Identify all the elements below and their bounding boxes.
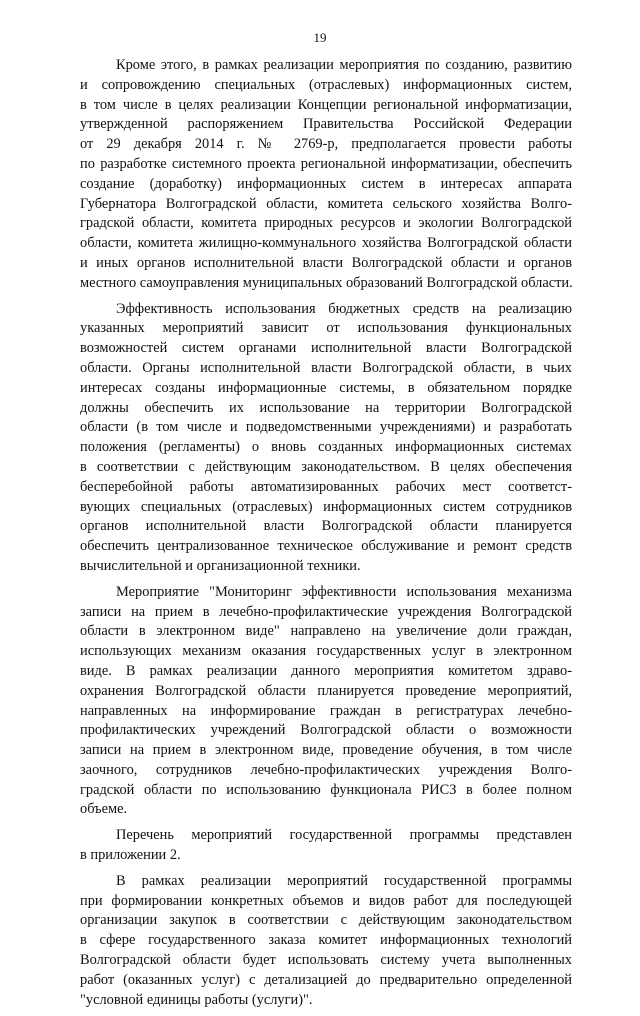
text-line: должны обеспечить их использование на территории Волгоградской	[80, 399, 572, 416]
text-line: охранения Волгоградской области планируется проведение мероприятий,	[80, 682, 572, 699]
text-line: области. Органы исполнительной власти Волгоградской области, в чьих	[80, 359, 572, 376]
page-number: 19	[313, 30, 327, 45]
text-line: области (в том числе и подведомственными учреждениями) и разработать	[80, 419, 572, 436]
text-line: заочного, сотрудников лечебно-профилактических учреждения Волго-	[80, 761, 572, 778]
text-line: местного самоуправления муниципальных образований Волгоградской области.	[80, 274, 573, 291]
text-line: Эффективность использования бюджетных средств на реализацию	[116, 300, 572, 317]
text-line: в том числе в целях реализации Концепции региональной информатизации,	[80, 96, 572, 113]
text-line: области, комитета жилищно-коммунального хозяйства Волгоградской области	[80, 235, 572, 252]
text-line: и сопровождению специальных (отраслевых) информационных систем,	[80, 76, 572, 93]
text-line: профилактических учреждений Волгоградской области о возможности	[80, 722, 572, 739]
text-line: в сфере государственного заказа комитет информационных технологий	[80, 932, 572, 949]
text-line: обеспечить централизованное техническое обслуживание и ремонт средств	[80, 538, 572, 555]
text-line: Перечень мероприятий государственной программы представлен	[116, 827, 572, 844]
paragraph	[80, 300, 572, 577]
text-line: интересах созданы информационные системы, в обязательном порядке	[80, 379, 572, 396]
paragraph	[80, 826, 572, 866]
paragraph	[80, 872, 572, 1011]
text-line: Мероприятие "Мониторинг эффективности использования механизма	[116, 583, 572, 600]
text-line: и иных органов исполнительной власти Волгоградской области и органов	[80, 254, 572, 271]
text-line: при формировании конкретных объемов и видов работ для последующей	[80, 892, 572, 909]
text-line: Губернатора Волгоградской области, комитета сельского хозяйства Волго-	[80, 195, 572, 212]
paragraph	[80, 56, 572, 294]
text-line: органов исполнительной власти Волгоградской области планируется	[80, 518, 572, 535]
text-line: работ (оказанных услуг) с детализацией до предварительно определенной	[80, 971, 572, 988]
text-line: В рамках реализации мероприятий государственной программы	[116, 872, 572, 889]
text-line: в соответствии с действующим законодательством. В целях обеспечения	[80, 458, 572, 475]
text-line: градской области, комитета природных ресурсов и экологии Волгоградской	[80, 215, 572, 232]
text-line: создание (доработку) информационных систем в интересах аппарата	[80, 175, 572, 192]
text-line: области в электронном виде" направлено на увеличение доли граждан,	[80, 623, 572, 640]
text-line: записи на прием в лечебно-профилактические учреждения Волгоградской	[80, 603, 572, 620]
text-line: по разработке системного проекта региональной информатизации, обеспечить	[80, 155, 572, 172]
text-line: виде. В рамках реализации данного мероприятия комитетом здраво-	[80, 662, 572, 679]
text-line: Волгоградской области будет использовать систему учета выполненных	[80, 952, 572, 969]
text-line: записи на прием в электронном виде, проведение обучения, в том числе	[80, 742, 572, 759]
text-line: утвержденной распоряжением Правительства Российской Федерации	[80, 116, 572, 133]
text-line: в приложении 2.	[80, 847, 181, 864]
text-line: организации закупок в соответствии с действующим законодательством	[80, 912, 572, 929]
text-line: возможностей систем органами исполнительной власти Волгоградской	[80, 340, 572, 357]
text-line: указанных мероприятий зависит от использования функциональных	[80, 320, 572, 337]
text-line: использующих механизм оказания государственных услуг в электронном	[80, 643, 572, 660]
text-line: градской области по использованию функционала РИСЗ в более полном	[80, 781, 572, 798]
text-line: вующих специальных (отраслевых) информационных систем сотрудников	[80, 498, 572, 515]
text-line: бесперебойной работы автоматизированных рабочих мест соответст-	[80, 478, 572, 495]
text-line: положения (регламенты) о вновь созданных информационных системах	[80, 439, 572, 456]
text-line: направленных на информирование граждан в регистратурах лечебно-	[80, 702, 572, 719]
text-line: объеме.	[80, 801, 128, 818]
text-line: Кроме этого, в рамках реализации мероприятия по созданию, развитию	[116, 57, 572, 73]
text-line: вычислительной и организационной техники.	[80, 557, 361, 574]
text-line: "условной единицы работы (услуги)".	[80, 991, 313, 1008]
body-text	[80, 56, 572, 1016]
paragraph	[80, 583, 572, 821]
text-line: от 29 декабря 2014 г. № 2769-р, предполагается провести работы	[80, 136, 572, 153]
